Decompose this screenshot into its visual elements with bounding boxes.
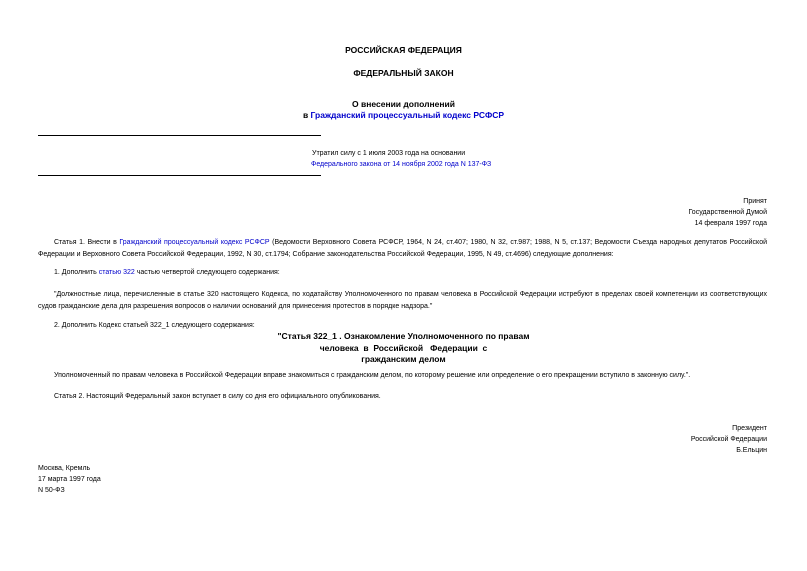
adopted-line1: Принят bbox=[743, 198, 767, 205]
footer-number: N 50-ФЗ bbox=[38, 487, 65, 494]
civil-code-link[interactable]: Гражданский процессуальный кодекс РСФСР bbox=[310, 110, 505, 120]
new-article-title-line2: человека в Российской Федерации с bbox=[319, 343, 488, 353]
article2-text: Статья 2. Настоящий Федеральный закон вступает в силу со дня его официального опубликования. bbox=[54, 393, 381, 400]
item1-prefix: 1. Дополнить bbox=[54, 269, 99, 276]
article1-rest: (Ведомости Верховного Совета РСФСР, 1964, N 24, ст.407; 1980, N 32, ст.987; 1988, N 5, ст.137; Ведомости Съезда народных депутатов Российской Федерации и Верховного Совета Российской Федерации, 1992, N 30, ст.1794; Собрание законодательства Российской Федерации, 1995, N 49, ст.4696) следующие дополнения: bbox=[38, 239, 767, 258]
article1-prefix: Статья 1. Внести в bbox=[54, 239, 120, 246]
new-article-title-line1: "Статья 322_1 . Ознакомление Уполномоченного по правам bbox=[277, 331, 530, 341]
signature-name: Б.Ельцин bbox=[736, 447, 767, 454]
status-law-link[interactable]: Федерального закона от 14 ноября 2002 года N 137-ФЗ bbox=[311, 161, 492, 168]
doc-type-heading: ФЕДЕРАЛЬНЫЙ ЗАКОН bbox=[353, 68, 454, 78]
title-line2 bbox=[0, 109, 807, 121]
title-prefix: в bbox=[302, 110, 311, 120]
article1-intro bbox=[38, 237, 767, 261]
signature-org: Российской Федерации bbox=[690, 436, 767, 443]
title-line1: О внесении дополнений bbox=[352, 99, 455, 109]
article1-item1 bbox=[54, 267, 280, 279]
adopted-line2: Государственной Думой bbox=[688, 209, 767, 216]
status-divider-top bbox=[38, 135, 321, 136]
status-line1: Утратил силу с 1 июля 2003 года на основании bbox=[312, 150, 466, 157]
article322-link[interactable]: статью 322 bbox=[98, 269, 135, 276]
footer-date: 17 марта 1997 года bbox=[38, 476, 101, 483]
status-divider-bottom bbox=[38, 175, 321, 176]
article1-code-link[interactable]: Гражданский процессуальный кодекс РСФСР bbox=[119, 239, 270, 246]
adopted-date: 14 февраля 1997 года bbox=[694, 220, 767, 227]
signature-title: Президент bbox=[732, 425, 767, 432]
footer-place: Москва, Кремль bbox=[38, 465, 91, 472]
new-article-title-line3: гражданским делом bbox=[361, 354, 446, 364]
country-heading: РОССИЙСКАЯ ФЕДЕРАЦИЯ bbox=[345, 45, 462, 55]
article1-quote1: "Должностные лица, перечисленные в статье 320 настоящего Кодекса, по ходатайству Уполномоченного по правам человека в Российской Федерации истребуют в пределах своей компетенции из соответствующих судов гражданские дела для разрешения вопросов о наличии оснований для принесения протестов в порядке надзора." bbox=[38, 291, 767, 310]
article1-item2: 2. Дополнить Кодекс статьей 322_1 следующего содержания: bbox=[54, 322, 255, 329]
new-article-text: Уполномоченный по правам человека в Российской Федерации вправе знакомиться с гражданским делом, по которому решение или определение о его прекращении вступило в законную силу.". bbox=[54, 372, 691, 379]
item1-rest: частью четвертой следующего содержания: bbox=[134, 269, 280, 276]
